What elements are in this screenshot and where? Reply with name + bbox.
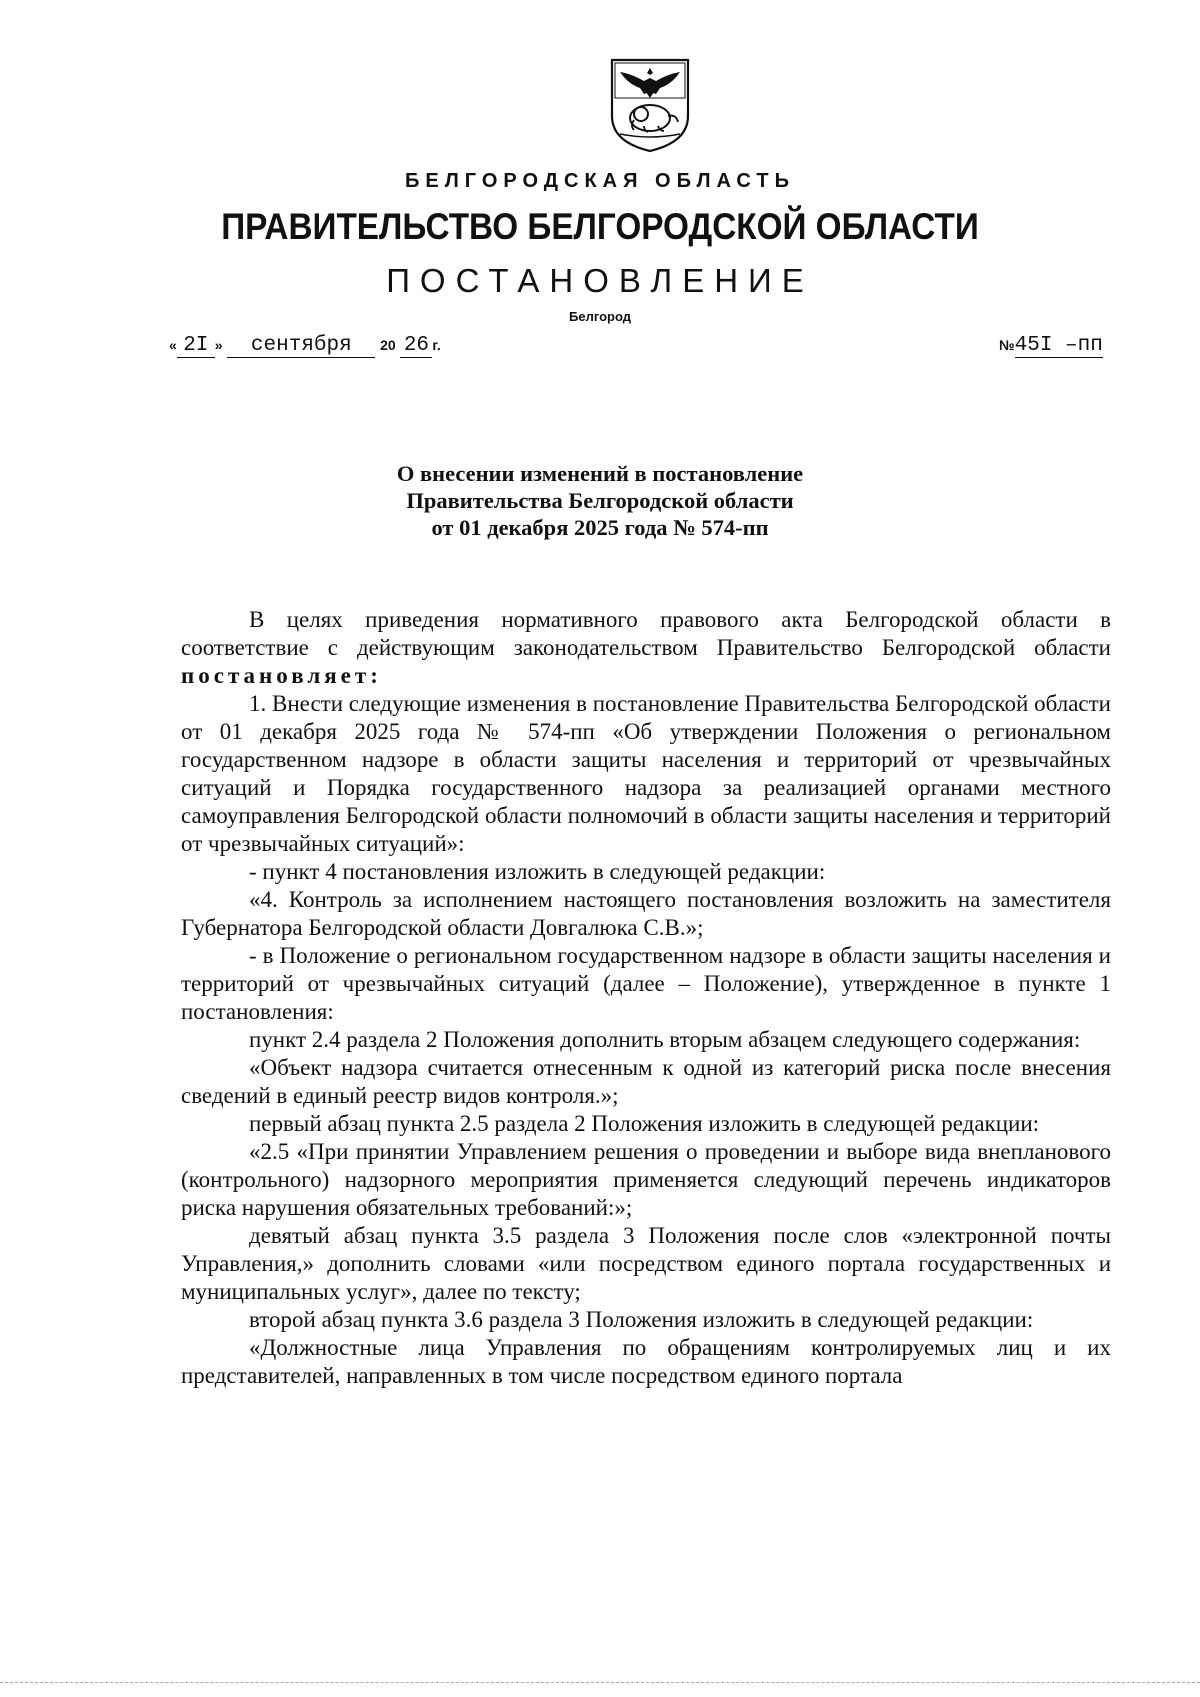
paragraph: второй абзац пункта 3.6 раздела 3 Положения изложить в следующей редакции:: [249, 1307, 1034, 1332]
paragraph: «4. Контроль за исполнением настоящего постановления возложить на заместителя Губернатора Белгородской области Довгалюка С.В.»;: [181, 887, 1111, 940]
document-title: [0, 460, 1200, 541]
document-type: ПОСТАНОВЛЕНИЕ: [386, 262, 814, 299]
coat-of-arms-icon: [606, 54, 694, 154]
number-prefix: №: [999, 337, 1015, 353]
document-date: [169, 334, 441, 358]
date-year: 26: [400, 334, 432, 358]
title-line-1: О внесении изменений в постановление: [396, 461, 804, 486]
date-month: сентября: [227, 334, 375, 358]
document-body: [181, 606, 1111, 1390]
paragraph: первый абзац пункта 2.5 раздела 2 Положения изложить в следующей редакции:: [249, 1111, 1040, 1136]
document-number: [999, 334, 1103, 358]
resolves-word: постановляет:: [181, 663, 382, 688]
city-name: Белгород: [569, 309, 631, 324]
paragraph: 1. Внести следующие изменения в постановление Правительства Белгородской области от 01 декабря 2025 года № 574-пп «Об утверждении Положения о региональном государственном надзоре в области защиты населения и территорий от чрезвычайных ситуаций и Порядка государственного надзора за реализацией органами местного самоуправления Белгородской области полномочий в области защиты населения и территорий от чрезвычайных ситуаций»:: [181, 691, 1111, 856]
paragraph: [181, 606, 1111, 690]
government-name: ПРАВИТЕЛЬСТВО БЕЛГОРОДСКОЙ ОБЛАСТИ: [221, 206, 979, 247]
title-line-3: от 01 декабря 2025 года № 574-пп: [431, 515, 769, 540]
number-value: 45I –пп: [1014, 334, 1103, 357]
title-line-2: Правительства Белгородской области: [406, 488, 794, 513]
date-close-quote: »: [214, 337, 223, 353]
paragraph-text: В целях приведения нормативного правового акта Белгородской области в соответствие с действующим законодательством Правительство Белгородской области: [181, 607, 1111, 660]
date-open-quote: «: [169, 337, 177, 353]
date-year-abbr: г.: [432, 337, 441, 353]
paragraph: «Должностные лица Управления по обращениям контролируемых лиц и их представителей, направленных в том числе посредством единого портала: [181, 1335, 1111, 1388]
paragraph: - в Положение о региональном государственном надзоре в области защиты населения и территорий от чрезвычайных ситуаций (далее – Положение), утвержденное в пункте 1 постановления:: [181, 943, 1111, 1024]
paragraph: девятый абзац пункта 3.5 раздела 3 Положения после слов «электронной почты Управления,» дополнить словами «или посредством единого портала государственных и муниципальных услуг», далее по тексту;: [181, 1223, 1111, 1304]
page-edge-line: [0, 1682, 1200, 1683]
paragraph: «Объект надзора считается отнесенным к одной из категорий риска после внесения сведений в единый реестр видов контроля.»;: [181, 1055, 1111, 1108]
paragraph: «2.5 «При принятии Управлением решения о проведении и выборе вида внепланового (контрольного) надзорного мероприятия применяется следующий перечень индикаторов риска нарушения обязательных требований:»;: [181, 1139, 1111, 1220]
date-year-prefix: 20: [380, 337, 396, 353]
paragraph: - пункт 4 постановления изложить в следующей редакции:: [249, 859, 826, 884]
date-day: 2I: [177, 334, 215, 358]
region-name: БЕЛГОРОДСКАЯ ОБЛАСТЬ: [405, 170, 795, 192]
paragraph: пункт 2.4 раздела 2 Положения дополнить вторым абзацем следующего содержания:: [249, 1027, 1081, 1052]
